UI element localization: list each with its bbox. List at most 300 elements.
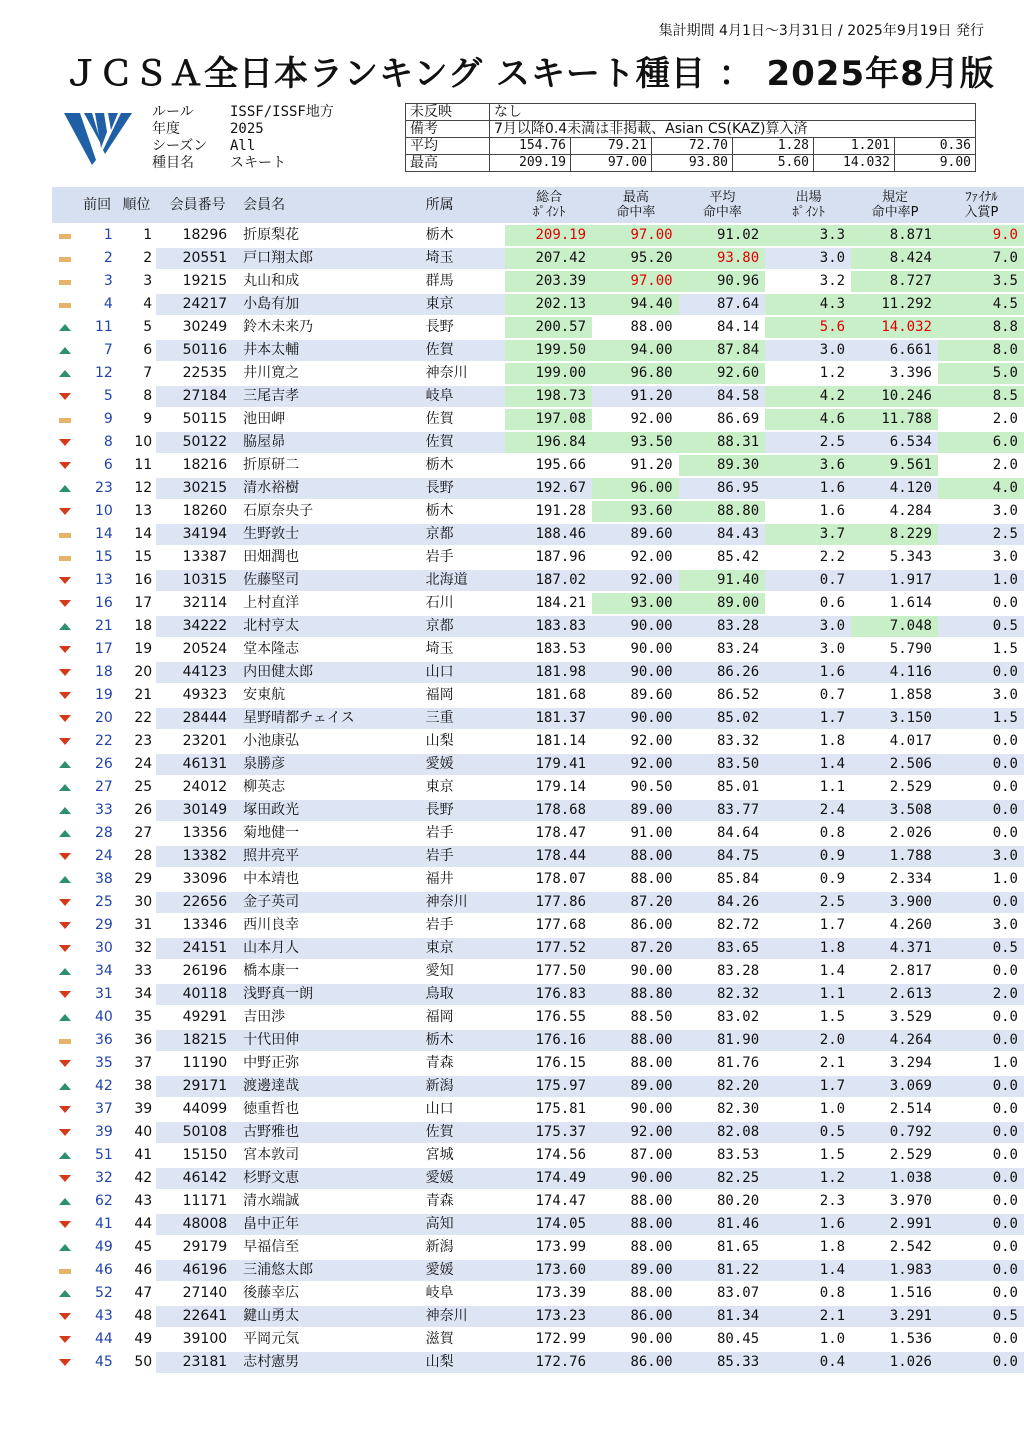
header-name: 会員名 <box>239 187 421 225</box>
member-name: 石原奈央子 <box>239 501 421 524</box>
jcsa-logo-icon <box>62 110 142 168</box>
entry-value: 0.8 <box>765 1283 851 1306</box>
entry-value: 1.7 <box>765 708 851 731</box>
avg-value: 86.69 <box>679 409 766 432</box>
std-value: 4.260 <box>851 915 938 938</box>
member-name: 塚田政光 <box>239 800 421 823</box>
table-row <box>52 294 1024 317</box>
total-value: 187.96 <box>505 547 592 570</box>
avg-value: 84.14 <box>679 317 766 340</box>
rank: 8 <box>117 386 156 409</box>
entry-value: 3.3 <box>765 225 851 248</box>
avg-value: 83.28 <box>679 961 766 984</box>
avg-value: 81.76 <box>679 1053 766 1076</box>
final-value: 0.0 <box>938 1007 1024 1030</box>
trend-down-icon <box>59 600 71 607</box>
table-row <box>52 363 1024 386</box>
entry-value: 1.4 <box>765 961 851 984</box>
std-value: 8.727 <box>851 271 938 294</box>
std-value: 11.292 <box>851 294 938 317</box>
total-value: 184.21 <box>505 593 592 616</box>
table-row <box>52 1260 1024 1283</box>
trend-cell <box>52 1329 77 1352</box>
prefecture: 京都 <box>422 616 506 639</box>
prefecture: 長野 <box>422 317 506 340</box>
best-value: 96.80 <box>592 363 679 386</box>
trend-down-icon <box>59 853 71 860</box>
std-value: 8.424 <box>851 248 938 271</box>
trend-cell <box>52 1260 77 1283</box>
prev-rank: 4 <box>77 294 116 317</box>
member-name: 小島有加 <box>239 294 421 317</box>
std-value: 5.343 <box>851 547 938 570</box>
trend-cell <box>52 1352 77 1375</box>
best-value: 97.00 <box>592 271 679 294</box>
total-value: 196.84 <box>505 432 592 455</box>
prev-rank: 1 <box>77 225 116 248</box>
member-no: 39100 <box>156 1329 239 1352</box>
member-name: 丸山和成 <box>239 271 421 294</box>
avg-value: 83.77 <box>679 800 766 823</box>
trend-cell <box>52 961 77 984</box>
prev-rank: 3 <box>77 271 116 294</box>
trend-down-icon <box>59 577 71 584</box>
prev-rank: 33 <box>77 800 116 823</box>
prev-rank: 29 <box>77 915 116 938</box>
entry-value: 1.4 <box>765 754 851 777</box>
total-value: 178.07 <box>505 869 592 892</box>
prefecture: 福岡 <box>422 685 506 708</box>
best-value: 92.00 <box>592 1122 679 1145</box>
table-row <box>52 1053 1024 1076</box>
member-no: 24012 <box>156 777 239 800</box>
total-value: 207.42 <box>505 248 592 271</box>
trend-cell <box>52 846 77 869</box>
std-value: 1.788 <box>851 846 938 869</box>
trend-up-icon <box>59 370 71 377</box>
total-value: 173.99 <box>505 1237 592 1260</box>
prev-rank: 5 <box>77 386 116 409</box>
prev-rank: 23 <box>77 478 116 501</box>
trend-cell <box>52 984 77 1007</box>
std-value: 1.614 <box>851 593 938 616</box>
trend-cell <box>52 1237 77 1260</box>
best-value: 92.00 <box>592 754 679 777</box>
prefecture: 東京 <box>422 777 506 800</box>
notes-value: 7月以降0.4未満は非掲載、Asian CS(KAZ)算入済 <box>490 121 976 138</box>
trend-down-icon <box>59 738 71 745</box>
final-value: 2.0 <box>938 455 1024 478</box>
member-no: 13382 <box>156 846 239 869</box>
rank: 49 <box>117 1329 156 1352</box>
total-value: 173.60 <box>505 1260 592 1283</box>
rank: 24 <box>117 754 156 777</box>
trend-cell <box>52 1076 77 1099</box>
total-value: 203.39 <box>505 271 592 294</box>
entry-value: 3.0 <box>765 616 851 639</box>
entry-value: 1.1 <box>765 984 851 1007</box>
rank: 5 <box>117 317 156 340</box>
member-no: 49291 <box>156 1007 239 1030</box>
final-value: 0.0 <box>938 1030 1024 1053</box>
member-name: 三尾吉孝 <box>239 386 421 409</box>
meta-values <box>230 104 334 172</box>
final-value: 0.0 <box>938 1214 1024 1237</box>
table-row <box>52 1352 1024 1375</box>
prefecture: 佐賀 <box>422 432 506 455</box>
member-no: 50108 <box>156 1122 239 1145</box>
std-value: 4.017 <box>851 731 938 754</box>
std-value: 6.661 <box>851 340 938 363</box>
std-value: 1.536 <box>851 1329 938 1352</box>
member-name: 菊地健一 <box>239 823 421 846</box>
table-row <box>52 800 1024 823</box>
member-name: 生野敦士 <box>239 524 421 547</box>
final-value: 0.0 <box>938 1145 1024 1168</box>
table-row <box>52 317 1024 340</box>
std-value: 5.790 <box>851 639 938 662</box>
trend-cell <box>52 731 77 754</box>
prefecture: 栃木 <box>422 225 506 248</box>
avg-value: 85.02 <box>679 708 766 731</box>
std-value: 14.032 <box>851 317 938 340</box>
entry-value: 1.7 <box>765 1076 851 1099</box>
trend-cell <box>52 915 77 938</box>
final-value: 0.0 <box>938 662 1024 685</box>
trend-cell <box>52 823 77 846</box>
trend-up-icon <box>59 1152 71 1159</box>
prefecture: 岐阜 <box>422 386 506 409</box>
trend-cell <box>52 547 77 570</box>
final-value: 0.0 <box>938 1283 1024 1306</box>
header-avg-line2: 命中率 <box>702 205 742 220</box>
best-value: 88.00 <box>592 1214 679 1237</box>
final-value: 0.0 <box>938 1099 1024 1122</box>
header-final-line2: 入賞P <box>964 205 999 220</box>
trend-cell <box>52 570 77 593</box>
rank: 30 <box>117 892 156 915</box>
rank: 38 <box>117 1076 156 1099</box>
avg-value: 80.45 <box>679 1329 766 1352</box>
final-value: 0.0 <box>938 1260 1024 1283</box>
rank: 47 <box>117 1283 156 1306</box>
member-name: 橋本康一 <box>239 961 421 984</box>
final-value: 0.0 <box>938 800 1024 823</box>
total-value: 181.98 <box>505 662 592 685</box>
rank: 31 <box>117 915 156 938</box>
member-name: 杉野文恵 <box>239 1168 421 1191</box>
total-value: 174.56 <box>505 1145 592 1168</box>
total-value: 178.68 <box>505 800 592 823</box>
table-row <box>52 731 1024 754</box>
member-no: 50116 <box>156 340 239 363</box>
trend-down-icon <box>59 922 71 929</box>
table-row <box>52 225 1024 248</box>
entry-value: 3.6 <box>765 455 851 478</box>
member-name: 星野晴都チェイス <box>239 708 421 731</box>
entry-value: 2.3 <box>765 1191 851 1214</box>
std-value: 1.516 <box>851 1283 938 1306</box>
final-value: 8.0 <box>938 340 1024 363</box>
header-avg <box>679 187 766 225</box>
trend-up-icon <box>59 1244 71 1251</box>
prefecture: 長野 <box>422 478 506 501</box>
total-value: 181.14 <box>505 731 592 754</box>
final-value: 5.0 <box>938 363 1024 386</box>
member-no: 32114 <box>156 593 239 616</box>
prefecture: 岐阜 <box>422 1283 506 1306</box>
final-value: 0.5 <box>938 616 1024 639</box>
trend-cell <box>52 1145 77 1168</box>
rank: 16 <box>117 570 156 593</box>
info-table <box>405 103 976 172</box>
std-value: 2.817 <box>851 961 938 984</box>
member-no: 13346 <box>156 915 239 938</box>
entry-value: 4.3 <box>765 294 851 317</box>
member-name: 柳英志 <box>239 777 421 800</box>
prefecture: 神奈川 <box>422 892 506 915</box>
member-name: 早福信至 <box>239 1237 421 1260</box>
prev-rank: 22 <box>77 731 116 754</box>
trend-cell <box>52 869 77 892</box>
entry-value: 1.4 <box>765 1260 851 1283</box>
meta-label: シーズン <box>152 138 208 154</box>
best-value: 86.00 <box>592 915 679 938</box>
rank: 46 <box>117 1260 156 1283</box>
rank: 4 <box>117 294 156 317</box>
member-no: 46142 <box>156 1168 239 1191</box>
best-value: 89.00 <box>592 800 679 823</box>
entry-value: 1.0 <box>765 1329 851 1352</box>
member-name: 山本月人 <box>239 938 421 961</box>
entry-value: 3.0 <box>765 248 851 271</box>
member-no: 13356 <box>156 823 239 846</box>
table-row <box>52 616 1024 639</box>
average-total: 154.76 <box>490 138 571 155</box>
prev-rank: 62 <box>77 1191 116 1214</box>
max-total: 209.19 <box>490 155 571 172</box>
entry-value: 0.5 <box>765 1122 851 1145</box>
average-entry: 1.28 <box>733 138 814 155</box>
rank: 15 <box>117 547 156 570</box>
avg-value: 83.50 <box>679 754 766 777</box>
best-value: 95.20 <box>592 248 679 271</box>
std-value: 0.792 <box>851 1122 938 1145</box>
trend-cell <box>52 708 77 731</box>
total-value: 209.19 <box>505 225 592 248</box>
trend-cell <box>52 1122 77 1145</box>
trend-down-icon <box>59 991 71 998</box>
avg-value: 82.30 <box>679 1099 766 1122</box>
member-name: 井本太輔 <box>239 340 421 363</box>
prev-rank: 19 <box>77 685 116 708</box>
entry-value: 1.6 <box>765 501 851 524</box>
entry-value: 1.5 <box>765 1007 851 1030</box>
std-value: 3.396 <box>851 363 938 386</box>
std-value: 2.991 <box>851 1214 938 1237</box>
entry-value: 0.4 <box>765 1352 851 1375</box>
avg-value: 84.26 <box>679 892 766 915</box>
rank: 18 <box>117 616 156 639</box>
best-value: 90.00 <box>592 1168 679 1191</box>
rank: 39 <box>117 1099 156 1122</box>
avg-value: 85.84 <box>679 869 766 892</box>
rank: 27 <box>117 823 156 846</box>
prefecture: 滋賀 <box>422 1329 506 1352</box>
best-value: 94.00 <box>592 340 679 363</box>
final-value: 0.0 <box>938 1329 1024 1352</box>
member-name: 中野正弥 <box>239 1053 421 1076</box>
table-row <box>52 432 1024 455</box>
entry-value: 1.2 <box>765 1168 851 1191</box>
table-row <box>52 1306 1024 1329</box>
prev-rank: 25 <box>77 892 116 915</box>
avg-value: 85.01 <box>679 777 766 800</box>
member-name: 北村亨太 <box>239 616 421 639</box>
prefecture: 佐賀 <box>422 1122 506 1145</box>
std-value: 4.284 <box>851 501 938 524</box>
final-value: 2.0 <box>938 984 1024 1007</box>
member-no: 20551 <box>156 248 239 271</box>
trend-cell <box>52 317 77 340</box>
prefecture: 愛知 <box>422 961 506 984</box>
member-no: 27184 <box>156 386 239 409</box>
final-value: 1.0 <box>938 1053 1024 1076</box>
prev-rank: 32 <box>77 1168 116 1191</box>
entry-value: 3.0 <box>765 340 851 363</box>
entry-value: 1.1 <box>765 777 851 800</box>
table-row <box>52 708 1024 731</box>
member-name: 脇屋昴 <box>239 432 421 455</box>
best-value: 86.00 <box>592 1352 679 1375</box>
table-row <box>52 570 1024 593</box>
prev-rank: 7 <box>77 340 116 363</box>
best-value: 91.00 <box>592 823 679 846</box>
best-value: 86.00 <box>592 1306 679 1329</box>
std-value: 4.116 <box>851 662 938 685</box>
table-row <box>52 823 1024 846</box>
member-no: 22641 <box>156 1306 239 1329</box>
trend-up-icon <box>59 876 71 883</box>
avg-value: 89.30 <box>679 455 766 478</box>
member-no: 40118 <box>156 984 239 1007</box>
avg-value: 89.00 <box>679 593 766 616</box>
meta-value-season: All <box>230 138 256 154</box>
prev-rank: 43 <box>77 1306 116 1329</box>
trend-cell <box>52 685 77 708</box>
prefecture: 山口 <box>422 662 506 685</box>
member-name: 井川寛之 <box>239 363 421 386</box>
member-name: 鍵山勇太 <box>239 1306 421 1329</box>
prefecture: 栃木 <box>422 1030 506 1053</box>
prefecture: 青森 <box>422 1053 506 1076</box>
avg-value: 83.02 <box>679 1007 766 1030</box>
rank: 14 <box>117 524 156 547</box>
member-name: 佐藤堅司 <box>239 570 421 593</box>
entry-value: 1.5 <box>765 1145 851 1168</box>
best-value: 88.00 <box>592 1191 679 1214</box>
best-value: 88.00 <box>592 1283 679 1306</box>
member-no: 33096 <box>156 869 239 892</box>
trend-cell <box>52 1283 77 1306</box>
member-name: 鈴木未来乃 <box>239 317 421 340</box>
member-no: 10315 <box>156 570 239 593</box>
member-name: 小池康弘 <box>239 731 421 754</box>
std-value: 2.529 <box>851 1145 938 1168</box>
rank: 19 <box>117 639 156 662</box>
trend-down-icon <box>59 899 71 906</box>
average-std: 1.201 <box>814 138 895 155</box>
best-value: 88.00 <box>592 1237 679 1260</box>
member-no: 24217 <box>156 294 239 317</box>
trend-cell <box>52 1007 77 1030</box>
avg-value: 93.80 <box>679 248 766 271</box>
header-best-line2: 命中率 <box>616 205 656 220</box>
std-value: 9.561 <box>851 455 938 478</box>
rank: 3 <box>117 271 156 294</box>
rank: 1 <box>117 225 156 248</box>
avg-value: 88.80 <box>679 501 766 524</box>
member-no: 30149 <box>156 800 239 823</box>
rank: 13 <box>117 501 156 524</box>
member-name: 三浦悠太郎 <box>239 1260 421 1283</box>
avg-value: 83.24 <box>679 639 766 662</box>
member-name: 徳重哲也 <box>239 1099 421 1122</box>
prefecture: 宮城 <box>422 1145 506 1168</box>
total-value: 199.50 <box>505 340 592 363</box>
total-value: 183.83 <box>505 616 592 639</box>
total-value: 188.46 <box>505 524 592 547</box>
std-value: 3.508 <box>851 800 938 823</box>
entry-value: 0.8 <box>765 823 851 846</box>
prev-rank: 24 <box>77 846 116 869</box>
rank: 21 <box>117 685 156 708</box>
std-value: 8.871 <box>851 225 938 248</box>
total-value: 176.16 <box>505 1030 592 1053</box>
final-value: 4.5 <box>938 294 1024 317</box>
unreflected-value: なし <box>490 104 976 121</box>
ranking-header <box>52 187 1024 225</box>
trend-cell <box>52 662 77 685</box>
trend-cell <box>52 639 77 662</box>
member-name: 清水端誠 <box>239 1191 421 1214</box>
table-row <box>52 1329 1024 1352</box>
total-value: 200.57 <box>505 317 592 340</box>
member-name: 志村憲男 <box>239 1352 421 1375</box>
prev-rank: 10 <box>77 501 116 524</box>
member-no: 24151 <box>156 938 239 961</box>
rank: 20 <box>117 662 156 685</box>
prefecture: 愛媛 <box>422 1260 506 1283</box>
prefecture: 山梨 <box>422 1352 506 1375</box>
best-value: 88.80 <box>592 984 679 1007</box>
trend-down-icon <box>59 646 71 653</box>
table-row <box>52 846 1024 869</box>
trend-down-icon <box>59 1060 71 1067</box>
prev-rank: 37 <box>77 1099 116 1122</box>
prev-rank: 39 <box>77 1122 116 1145</box>
trend-same-icon <box>59 303 71 308</box>
member-name: 清水裕樹 <box>239 478 421 501</box>
trend-cell <box>52 340 77 363</box>
trend-up-icon <box>59 347 71 354</box>
avg-value: 85.33 <box>679 1352 766 1375</box>
prev-rank: 46 <box>77 1260 116 1283</box>
trend-up-icon <box>59 1083 71 1090</box>
member-name: 宮本敦司 <box>239 1145 421 1168</box>
rank: 37 <box>117 1053 156 1076</box>
trend-cell <box>52 455 77 478</box>
